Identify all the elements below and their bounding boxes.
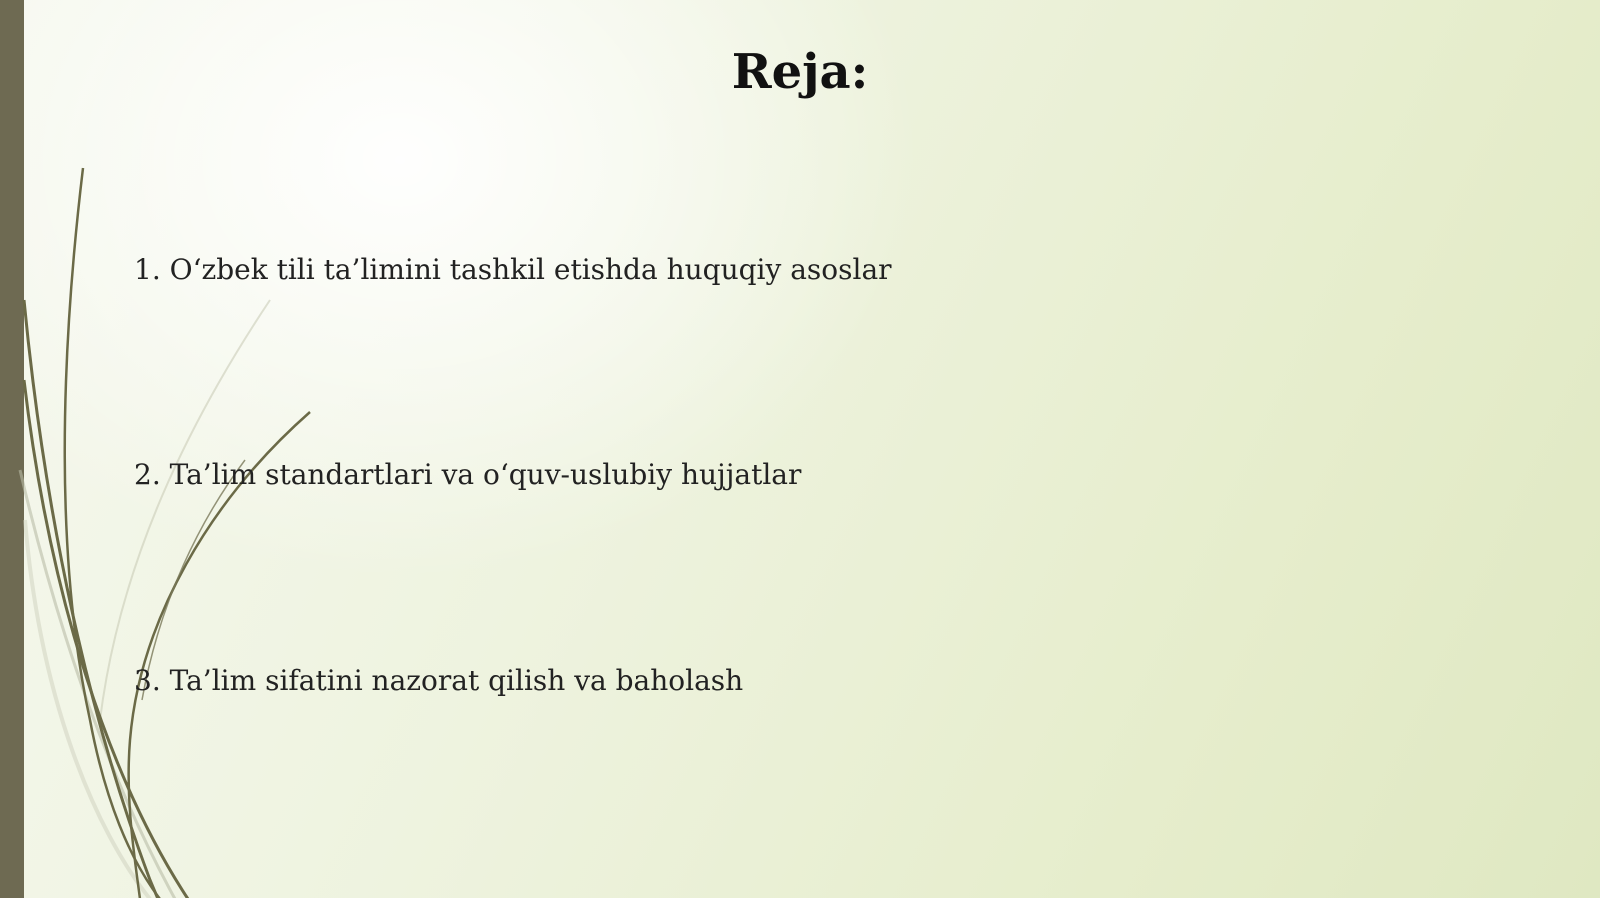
left-accent-bar	[0, 0, 24, 899]
grass-blade-2	[24, 300, 158, 899]
slide-title: Reja:	[731, 44, 869, 100]
plan-item-3: 3. Ta’lim sifatini nazorat qilish va baholash	[134, 664, 744, 697]
grass-blade-faint-3	[25, 520, 150, 899]
plan-item-1: 1. O‘zbek tili ta’limini tashkil etishda huquqiy asoslar	[134, 253, 892, 286]
grass-blade-faint-2	[100, 300, 270, 720]
plan-item-2: 2. Ta’lim standartlari va o‘quv-uslubiy hujjatlar	[134, 458, 802, 491]
